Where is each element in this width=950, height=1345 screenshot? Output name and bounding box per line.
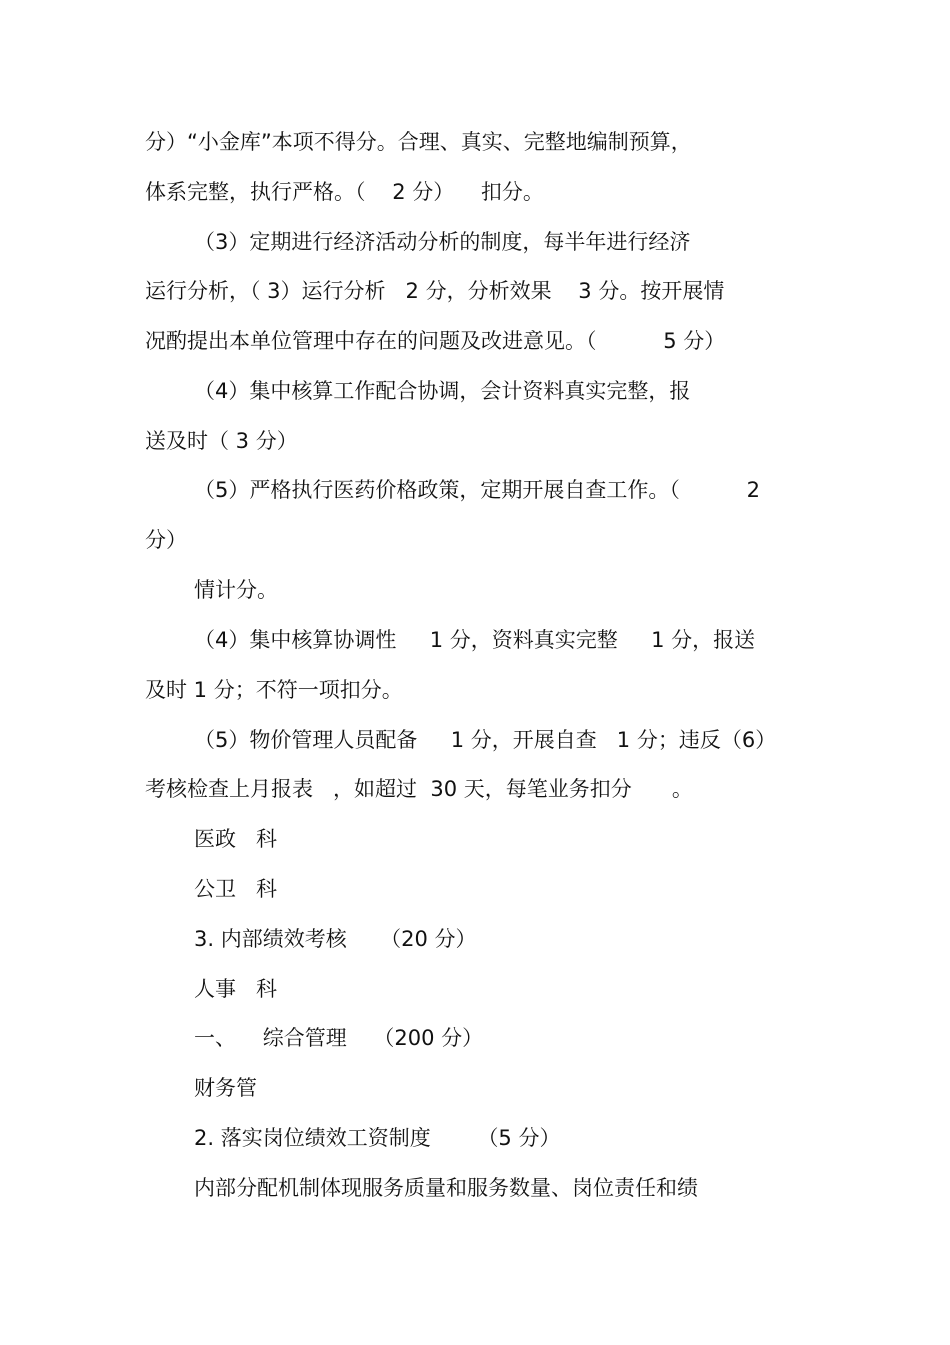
text-line: （5）严格执行医药价格政策，定期开展自查工作。（ 2 [194,478,760,502]
text-line: 医政 科 [194,827,278,851]
text-line: 分）“小金库”本项不得分。合理、真实、完整地编制预算， [145,130,692,154]
text-line: 送及时（ 3 分） [145,429,298,453]
text-line: 分） [145,528,187,552]
text-line: （4）集中核算工作配合协调，会计资料真实完整，报 [194,379,691,403]
text-line: 3. 内部绩效考核 （20 分） [194,927,477,951]
text-line: 考核检查上月报表 ，如超过 30 天，每笔业务扣分 。 [145,777,693,801]
text-line: 体系完整，执行严格。（ 2 分） 扣分。 [145,180,544,204]
text-line: 2. 落实岗位绩效工资制度 （5 分） [194,1126,561,1150]
text-line: 财务管 [194,1076,257,1100]
text-line: （3）定期进行经济活动分析的制度，每半年进行经济 [194,230,691,254]
text-line: 情计分。 [194,578,278,602]
text-line: （4）集中核算协调性 1 分，资料真实完整 1 分，报送 [194,628,756,652]
text-line: 内部分配机制体现服务质量和服务数量、岗位责任和绩 [194,1176,698,1200]
text-line: 公卫 科 [194,877,278,901]
text-line: 人事 科 [194,977,278,1001]
text-line: 况酌提出本单位管理中存在的问题及改进意见。（ 5 分） [145,329,726,353]
text-line: 运行分析，（ 3）运行分析 2 分，分析效果 3 分。按开展情 [145,279,725,303]
text-line: 一、 综合管理 （200 分） [194,1026,484,1050]
text-line: 及时 1 分；不符一项扣分。 [145,678,403,702]
text-line: （5）物价管理人员配备 1 分，开展自查 1 分；违反（6） [194,728,777,752]
